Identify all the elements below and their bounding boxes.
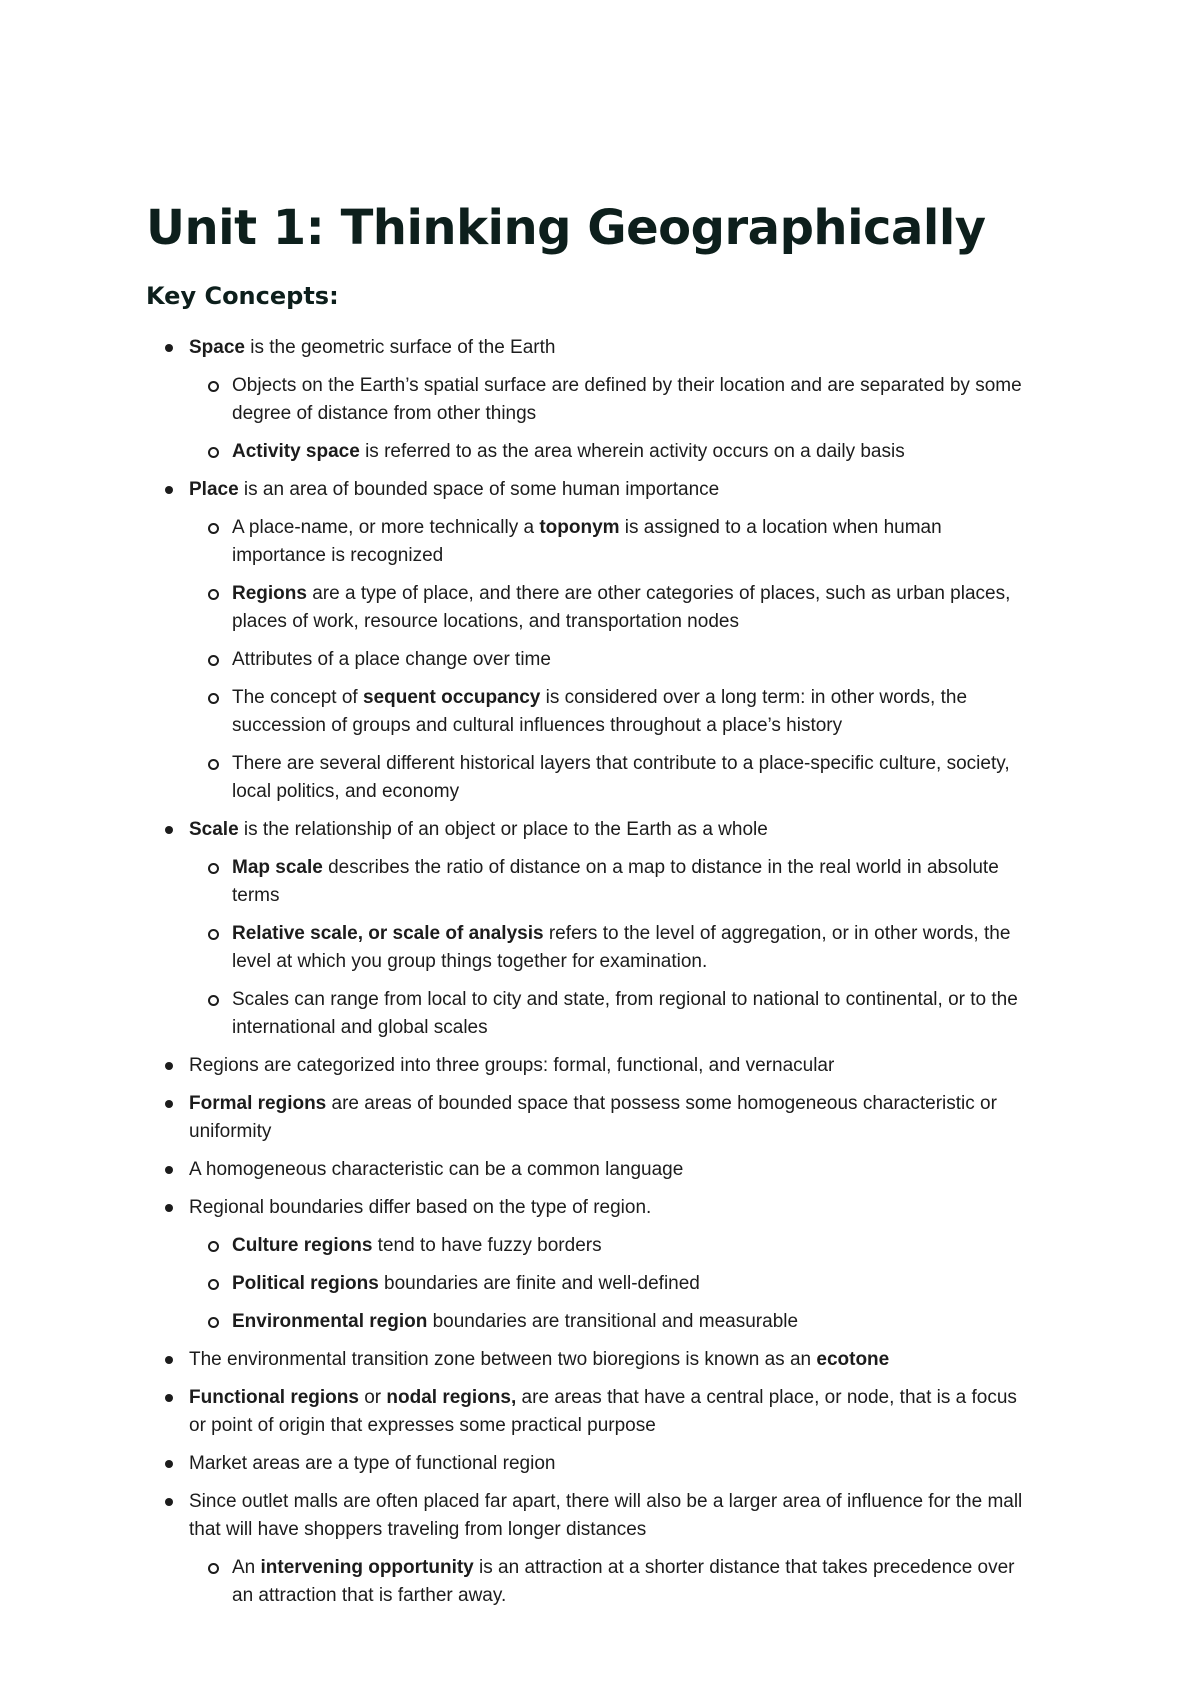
bullet-circle-icon — [208, 381, 219, 392]
sub-list-item — [189, 684, 1026, 740]
list-item-text — [232, 857, 999, 906]
bullet-circle-icon — [208, 655, 219, 666]
list-item-text — [232, 375, 1022, 424]
list-item — [146, 1346, 1026, 1374]
list-item-text — [189, 1387, 1017, 1436]
key-term: Political regions — [232, 1273, 379, 1294]
text-run: A place-name, or more technically a — [232, 517, 540, 538]
text-run: describes the ratio of distance on a map to distance in the real world in absolute terms — [232, 857, 999, 906]
sub-bullet-list — [189, 514, 1026, 806]
bullet-dot-icon — [165, 1166, 173, 1174]
sub-list-item — [189, 920, 1026, 976]
key-term: Space — [189, 337, 245, 358]
bullet-circle-icon — [208, 995, 219, 1006]
list-item-text — [232, 1311, 798, 1332]
bullet-circle-icon — [208, 863, 219, 874]
list-item-text — [189, 1055, 834, 1076]
list-item-text — [189, 819, 768, 840]
bullet-circle-icon — [208, 929, 219, 940]
key-term: Place — [189, 479, 239, 500]
text-run: is considered over a long term: in other words, the succession of groups and cultural influences throughout a place’s history — [232, 687, 968, 736]
key-term: Relative scale, or scale of analysis — [232, 923, 544, 944]
bullet-circle-icon — [208, 693, 219, 704]
bullet-dot-icon — [165, 486, 173, 494]
text-run: is referred to as the area wherein activity occurs on a daily basis — [359, 441, 905, 462]
list-item — [146, 1194, 1026, 1336]
sub-list-item — [189, 514, 1026, 570]
text-run: Objects on the Earth’s spatial surface are defined by their location and are separated by some degree of distance from other things — [232, 375, 1022, 424]
bullet-dot-icon — [165, 1498, 173, 1506]
text-run: is the geometric surface of the Earth — [244, 337, 556, 358]
key-term: Environmental region — [232, 1311, 428, 1332]
bullet-dot-icon — [165, 1394, 173, 1402]
list-item-text — [189, 1093, 997, 1142]
sub-list-item — [189, 1554, 1026, 1610]
sub-bullet-list — [189, 372, 1026, 466]
section-heading: Key Concepts: — [146, 282, 339, 310]
key-term: intervening opportunity — [260, 1557, 474, 1578]
text-run: is the relationship of an object or place to the Earth as a whole — [238, 819, 768, 840]
list-item — [146, 1052, 1026, 1080]
sub-list-item — [189, 1232, 1026, 1260]
text-run: are a type of place, and there are other categories of places, such as urban places, places of work, resource locations, and transportation nodes — [232, 583, 1011, 632]
list-item — [146, 1488, 1026, 1610]
key-term: ecotone — [816, 1349, 890, 1370]
bullet-dot-icon — [165, 1100, 173, 1108]
sub-list-item — [189, 1270, 1026, 1298]
key-term: Regions — [232, 583, 307, 604]
sub-bullet-list — [189, 1554, 1026, 1610]
list-item-text — [189, 1197, 651, 1218]
text-run: or — [358, 1387, 387, 1408]
list-item-text — [232, 989, 1018, 1038]
key-term: Culture regions — [232, 1235, 373, 1256]
bullet-circle-icon — [208, 1279, 219, 1290]
bullet-circle-icon — [208, 523, 219, 534]
sub-list-item — [189, 750, 1026, 806]
bullet-dot-icon — [165, 1062, 173, 1070]
list-item-text — [232, 517, 942, 566]
list-item-text — [189, 337, 555, 358]
sub-list-item — [189, 986, 1026, 1042]
list-item — [146, 1384, 1026, 1440]
sub-bullet-list — [189, 1232, 1026, 1336]
bullet-list — [146, 334, 1026, 1610]
text-run: are areas that have a central place, or node, that is a focus or point of origin that expresses some practical purpose — [189, 1387, 1017, 1436]
sub-bullet-list — [189, 854, 1026, 1042]
text-run: are areas of bounded space that possess some homogeneous characteristic or uniformity — [189, 1093, 997, 1142]
list-item-text — [189, 1453, 555, 1474]
bullet-dot-icon — [165, 826, 173, 834]
key-term: Scale — [189, 819, 239, 840]
page-title: Unit 1: Thinking Geographically — [146, 200, 986, 256]
key-term: nodal regions, — [386, 1387, 517, 1408]
text-run: is an area of bounded space of some human importance — [238, 479, 720, 500]
bullet-dot-icon — [165, 344, 173, 352]
bullet-dot-icon — [165, 1460, 173, 1468]
text-run: The environmental transition zone between two bioregions is known as an — [189, 1349, 817, 1370]
list-item-text — [189, 1159, 683, 1180]
text-run: Attributes of a place change over time — [232, 649, 551, 670]
text-run: The concept of — [232, 687, 363, 708]
text-run: A homogeneous characteristic can be a common language — [189, 1159, 684, 1180]
key-term: Activity space — [232, 441, 360, 462]
sub-list-item — [189, 438, 1026, 466]
list-item — [146, 476, 1026, 806]
list-item — [146, 1156, 1026, 1184]
text-run: An — [232, 1557, 261, 1578]
document-page — [146, 196, 1026, 1620]
bullet-circle-icon — [208, 1241, 219, 1252]
text-run: Market areas are a type of functional region — [189, 1453, 556, 1474]
bullet-circle-icon — [208, 1563, 219, 1574]
sub-list-item — [189, 854, 1026, 910]
bullet-circle-icon — [208, 447, 219, 458]
bullet-circle-icon — [208, 759, 219, 770]
text-run: tend to have fuzzy borders — [372, 1235, 602, 1256]
list-item — [146, 1450, 1026, 1478]
list-item-text — [232, 687, 967, 736]
list-item — [146, 334, 1026, 466]
key-term: sequent occupancy — [362, 687, 541, 708]
list-item — [146, 816, 1026, 1042]
text-run: is assigned to a location when human importance is recognized — [232, 517, 942, 566]
text-run: Since outlet malls are often placed far apart, there will also be a larger area of influence for the mall that will have shoppers traveling from longer distances — [189, 1491, 1023, 1540]
text-run: Regions are categorized into three groups: formal, functional, and vernacular — [189, 1055, 835, 1076]
list-item-text — [232, 441, 905, 462]
list-item-text — [232, 583, 1010, 632]
list-item-text — [232, 923, 1010, 972]
key-term: Map scale — [232, 857, 323, 878]
sub-list-item — [189, 1308, 1026, 1336]
bullet-dot-icon — [165, 1204, 173, 1212]
bullet-circle-icon — [208, 1317, 219, 1328]
list-item-text — [232, 1235, 602, 1256]
text-run: is an attraction at a shorter distance that takes precedence over an attraction that is farther away. — [232, 1557, 1015, 1606]
list-item-text — [232, 649, 551, 670]
bullet-dot-icon — [165, 1356, 173, 1364]
list-item-text — [232, 753, 1010, 802]
sub-list-item — [189, 372, 1026, 428]
list-item-text — [189, 479, 719, 500]
key-term: Functional regions — [189, 1387, 359, 1408]
text-run: refers to the level of aggregation, or in other words, the level at which you group things together for examination. — [232, 923, 1011, 972]
text-run: Scales can range from local to city and state, from regional to national to continental, or to the international and global scales — [232, 989, 1018, 1038]
text-run: There are several different historical layers that contribute to a place-specific culture, society, local politics, and economy — [232, 753, 1010, 802]
text-run: boundaries are finite and well-defined — [378, 1273, 700, 1294]
key-term: toponym — [539, 517, 620, 538]
sub-list-item — [189, 580, 1026, 636]
list-item — [146, 1090, 1026, 1146]
sub-list-item — [189, 646, 1026, 674]
list-item-text — [189, 1491, 1022, 1540]
bullet-circle-icon — [208, 589, 219, 600]
list-item-text — [232, 1557, 1015, 1606]
list-item-text — [232, 1273, 700, 1294]
key-term: Formal regions — [189, 1093, 327, 1114]
list-item-text — [189, 1349, 889, 1370]
text-run: boundaries are transitional and measurable — [427, 1311, 799, 1332]
text-run: Regional boundaries differ based on the type of region. — [189, 1197, 652, 1218]
